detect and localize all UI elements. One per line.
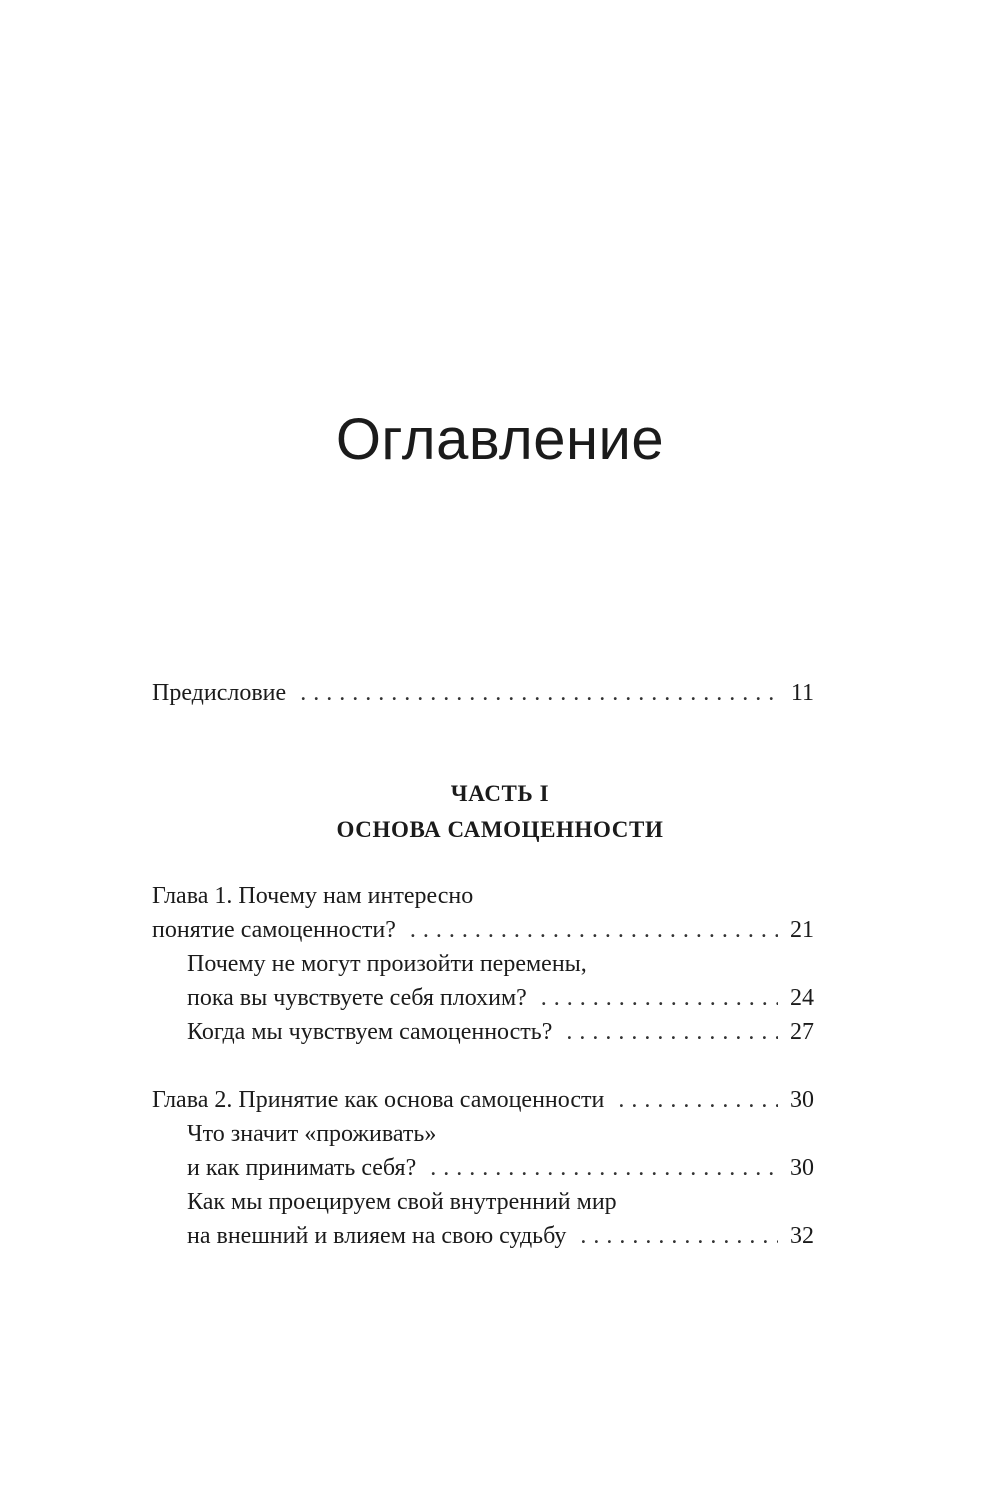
part-number: ЧАСТЬ I <box>450 781 550 806</box>
toc-section-2-2-title-line[interactable] <box>187 1185 814 1219</box>
toc-page-number: 21 <box>790 917 814 943</box>
toc-section-2-1-title-line[interactable] <box>187 1117 814 1151</box>
toc-section-2-1[interactable] <box>187 1151 814 1185</box>
toc-entry-label: Глава 1. Почему нам интересно <box>152 883 474 909</box>
toc-section-1-1[interactable] <box>187 981 814 1015</box>
toc-chapter-1[interactable] <box>152 913 814 947</box>
toc-page-number: 30 <box>790 1155 814 1181</box>
dot-leader <box>430 1151 778 1185</box>
toc-page-number: 30 <box>790 1087 814 1113</box>
toc-section-1-2[interactable] <box>187 1015 814 1049</box>
toc-entry-preface[interactable] <box>152 676 814 710</box>
toc-page-number: 11 <box>790 680 814 706</box>
page-title: Оглавление <box>335 407 665 472</box>
toc-chapter-1-title-line[interactable] <box>152 879 814 913</box>
toc-entry-label: Как мы проецируем свой внутренний мир <box>187 1189 617 1215</box>
toc-entry-label: пока вы чувствуете себя плохим? <box>187 985 527 1011</box>
toc-entry-label: Когда мы чувствуем самоценность? <box>187 1019 553 1045</box>
part-name: ОСНОВА САМОЦЕННОСТИ <box>336 817 664 842</box>
toc-entry-label: Глава 2. Принятие как основа самоценности <box>152 1087 605 1113</box>
toc-entry-label: на внешний и влияем на свою судьбу <box>187 1223 567 1249</box>
toc-entry-label: и как принимать себя? <box>187 1155 417 1181</box>
toc-section-2-2[interactable] <box>187 1219 814 1253</box>
dot-leader <box>300 676 778 710</box>
toc-entry-label: Почему не могут произойти перемены, <box>187 951 587 977</box>
toc-chapter-2[interactable] <box>152 1083 814 1117</box>
toc-entry-label: понятие самоценности? <box>152 917 396 943</box>
dot-leader <box>410 913 778 947</box>
dot-leader <box>566 1015 778 1049</box>
toc-entry-label: Что значит «проживать» <box>187 1121 437 1147</box>
toc-page-number: 27 <box>790 1019 814 1045</box>
toc-page-number: 32 <box>790 1223 814 1249</box>
dot-leader <box>580 1219 778 1253</box>
dot-leader <box>618 1083 778 1117</box>
toc-section-1-1-title-line[interactable] <box>187 947 814 981</box>
toc-entry-label: Предисловие <box>152 680 287 706</box>
toc-page-number: 24 <box>790 985 814 1011</box>
dot-leader <box>541 981 778 1015</box>
